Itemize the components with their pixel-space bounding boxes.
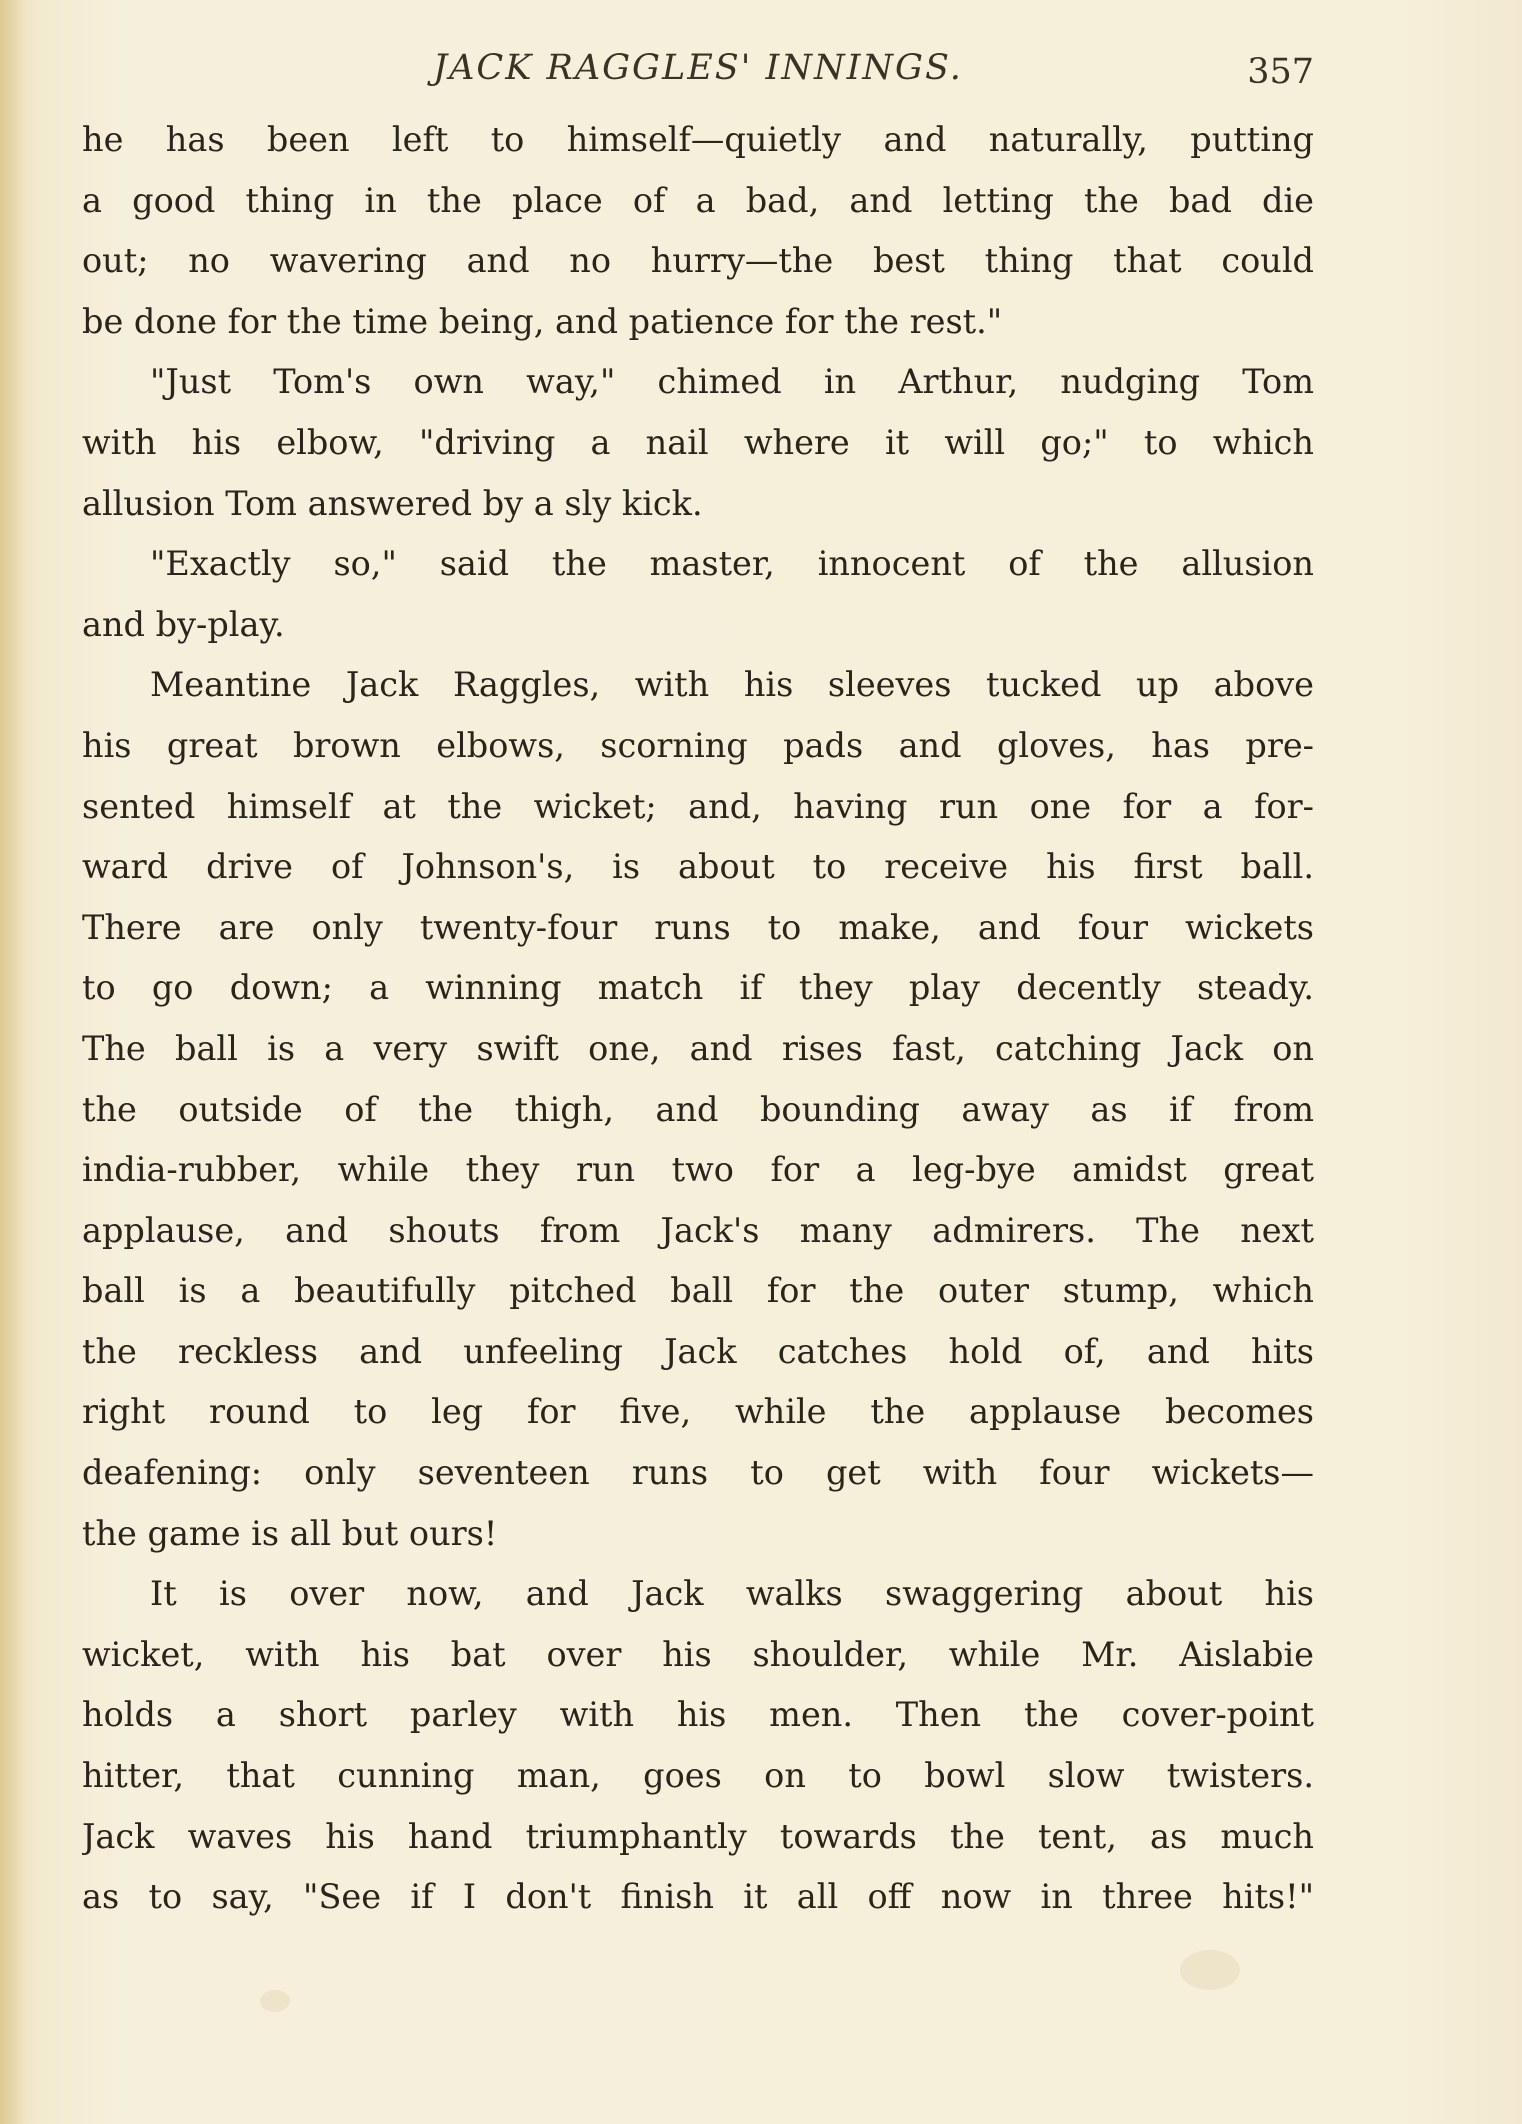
- text-line: Meantine Jack Raggles, with his sleeves tucked up above: [150, 665, 1314, 705]
- text-line: with his elbow, "driving a nail where it will go;" to which: [82, 422, 1314, 462]
- text-line: right round to leg for five, while the applause becomes: [82, 1392, 1314, 1432]
- text-line: deafening: only seventeen runs to get with four wickets—: [82, 1453, 1314, 1493]
- text-line: he has been left to himself—quietly and naturally, putting: [82, 120, 1314, 159]
- text-line: There are only twenty-four runs to make, and four wickets: [82, 907, 1314, 947]
- page-number: 357: [1247, 52, 1314, 92]
- text-line: the outside of the thigh, and bounding away as if from: [82, 1089, 1314, 1129]
- text-line: sented himself at the wicket; and, having run one for a for-: [82, 786, 1314, 826]
- text-line: a good thing in the place of a bad, and letting the bad die: [82, 180, 1314, 220]
- text-line: ball is a beautifully pitched ball for the outer stump, which: [82, 1271, 1314, 1311]
- text-line: applause, and shouts from Jack's many admirers. The next: [82, 1210, 1314, 1250]
- text-line: his great brown elbows, scorning pads and gloves, has pre-: [82, 725, 1314, 765]
- text-line: india-rubber, while they run two for a leg-bye amidst great: [82, 1150, 1314, 1190]
- text-line: wicket, with his bat over his shoulder, while Mr. Aislabie: [82, 1634, 1314, 1674]
- text-line: allusion Tom answered by a sly kick.: [82, 483, 703, 523]
- running-head: [82, 38, 1314, 98]
- text-line: out; no wavering and no hurry—the best thing that could: [82, 241, 1314, 281]
- paper-stain: [1180, 1950, 1240, 1990]
- text-line: The ball is a very swift one, and rises fast, catching Jack on: [82, 1028, 1314, 1068]
- text-line: and by-play.: [82, 604, 285, 644]
- text-line: It is over now, and Jack walks swaggering about his: [150, 1574, 1314, 1614]
- text-line: "Just Tom's own way," chimed in Arthur, nudging Tom: [150, 362, 1314, 402]
- text-line: be done for the time being, and patience for the rest.": [82, 301, 1003, 341]
- text-line: the reckless and unfeeling Jack catches hold of, and hits: [82, 1331, 1314, 1371]
- spine-shadow: [0, 0, 24, 2124]
- text-line: the game is all but ours!: [82, 1513, 498, 1553]
- text-line: holds a short parley with his men. Then the cover-point: [82, 1695, 1314, 1735]
- text-line: as to say, "See if I don't finish it all off now in three hits!": [82, 1877, 1314, 1917]
- text-line: hitter, that cunning man, goes on to bowl slow twisters.: [82, 1756, 1314, 1796]
- paper-stain: [260, 1990, 290, 2012]
- text-line: to go down; a winning match if they play decently steady.: [82, 968, 1314, 1008]
- text-line: ward drive of Johnson's, is about to receive his first ball.: [82, 847, 1314, 887]
- body-text: [82, 110, 1314, 1928]
- text-line: "Exactly so," said the master, innocent of the allusion: [150, 544, 1314, 584]
- text-line: Jack waves his hand triumphantly towards the tent, as much: [82, 1816, 1314, 1856]
- running-title: JACK RAGGLES' INNINGS.: [433, 48, 963, 88]
